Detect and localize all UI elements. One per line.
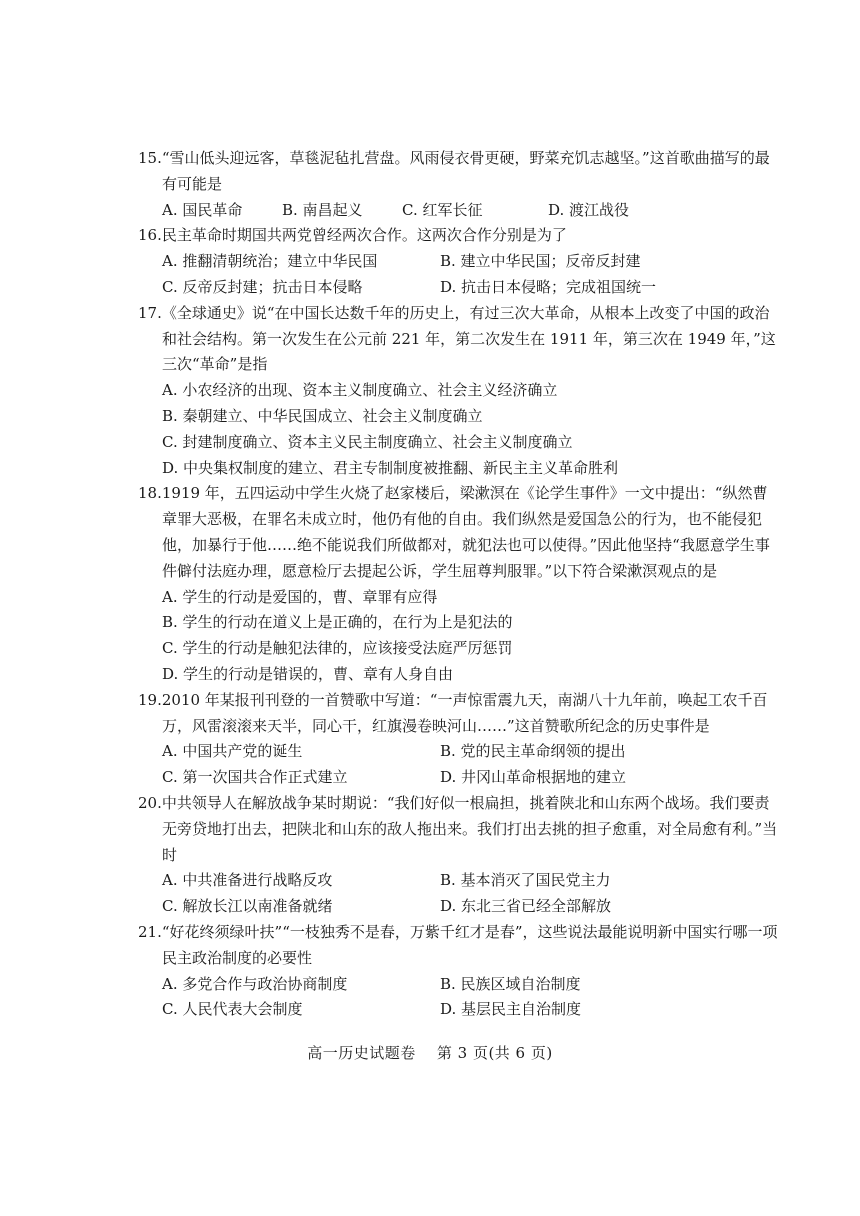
options-row: [138, 765, 780, 791]
option-c: C. 第一次国共合作正式建立: [162, 768, 348, 787]
option-c: C. 红军长征: [402, 200, 483, 219]
question-stem: [138, 223, 780, 249]
question-stem: [138, 688, 780, 740]
option-d: D. 渡江战役: [548, 200, 630, 219]
option-d: D. 东北三省已经全部解放: [440, 897, 612, 916]
question-19: [138, 688, 780, 791]
question-number: 17.: [138, 303, 162, 322]
option-d: D. 井冈山革命根据地的建立: [440, 768, 627, 787]
question-21: [138, 920, 780, 1023]
options-row: [138, 275, 780, 301]
option-b: B. 建立中华民国；反帝反封建: [440, 252, 641, 271]
option-d: D. 学生的行动是错误的，曹、章有人身自由: [162, 664, 454, 683]
question-20: [138, 791, 780, 920]
option-b: B. 民族区域自治制度: [440, 974, 581, 993]
question-stem: [138, 481, 780, 584]
question-number: 16.: [138, 226, 162, 245]
option-c: C. 人民代表大会制度: [162, 1000, 303, 1019]
question-17: [138, 301, 780, 482]
options-row: [138, 868, 780, 894]
option-b: B. 秦朝建立、中华民国成立、社会主义制度确立: [162, 406, 483, 425]
options-row: [138, 249, 780, 275]
option-a: A. 推翻清朝统治；建立中华民国: [162, 252, 378, 271]
question-number: 21.: [138, 922, 162, 941]
question-stem: [138, 146, 780, 198]
question-number: 20.: [138, 793, 162, 812]
page-footer: [0, 1042, 860, 1063]
options-row: [138, 198, 780, 224]
option-a: A. 中共准备进行战略反攻: [162, 871, 333, 890]
option-a: A. 中国共产党的诞生: [162, 742, 303, 761]
question-text: 1919 年，五四运动中学生火烧了赵家楼后，梁漱溟在《论学生事件》一文中提出：“纵然曹章罪大恶极，在罪名未成立时，他仍有他的自由。我们纵然是爱国急公的行为，也不能侵犯他，加暴行于他……绝不能说我们所做都对，就犯法也可以使得。”因此他坚持“我愿意学生事件僻付法庭办理，愿意检厅去提起公诉，学生屈尊判服罪。”以下符合梁漱溟观点的是: [161, 484, 770, 580]
question-text: “雪山低头迎远客，草毯泥毡扎营盘。风雨侵衣骨更硬，野菜充饥志越坚。”这首歌曲描写的最有可能是: [161, 149, 770, 193]
option-d: D. 基层民主自治制度: [440, 1000, 582, 1019]
option-b: B. 党的民主革命纲领的提出: [440, 742, 626, 761]
option-b: B. 南昌起义: [282, 200, 363, 219]
option-c: C. 反帝反封建；抗击日本侵略: [162, 277, 363, 296]
question-text: 中共领导人在解放战争某时期说：“我们好似一根扁担，挑着陕北和山东两个战场。我们要责无旁贷地打出去，把陕北和山东的敌人拖出来。我们打出去挑的担子愈重，对全局愈有利。”当时: [161, 793, 778, 864]
option-c: C. 封建制度确立、资本主义民主制度确立、社会主义制度确立: [162, 432, 573, 451]
question-16: [138, 223, 780, 300]
option-a: A. 学生的行动是爱国的，曹、章罪有应得: [162, 587, 438, 606]
options-row: [138, 739, 780, 765]
option-c: C. 解放长江以南准备就绪: [162, 897, 333, 916]
option-b: B. 学生的行动在道义上是正确的，在行为上是犯法的: [162, 613, 513, 632]
question-text: 2010 年某报刊刊登的一首赞歌中写道：“一声惊雷震九天，南湖八十九年前，唤起工农千百万，风雷滚滚来天半，同心干，红旗漫卷映河山……”这首赞歌所纪念的历史事件是: [161, 690, 768, 735]
question-text: 民主革命时期国共两党曾经两次合作。这两次合作分别是为了: [161, 226, 567, 245]
question-number: 15.: [138, 149, 162, 167]
exam-title: 高一历史试题卷: [307, 1044, 416, 1062]
option-a: A. 多党合作与政治协商制度: [162, 974, 348, 993]
question-text: “好花终须绿叶扶”“一枝独秀不是春，万紫千红才是春”，这些说法最能说明新中国实行哪一项民主政治制度的必要性: [161, 922, 778, 967]
options-row: [138, 894, 780, 920]
option-d: D. 中央集权制度的建立、君主专制制度被推翻、新民主主义革命胜利: [162, 458, 619, 477]
question-number: 18.: [138, 484, 162, 503]
options-row: [138, 972, 780, 998]
option-d: D. 抗击日本侵略；完成祖国统一: [440, 277, 657, 296]
question-text: 《全球通史》说“在中国长达数千年的历史上，有过三次大革命，从根本上改变了中国的政治和社会结构。第一次发生在公元前 221 年，第二次发生在 1911 年，第三次在 1949 年，”这三次“革命”是指: [161, 303, 776, 374]
question-stem: [138, 791, 780, 868]
question-15: [138, 146, 780, 223]
option-a: A. 国民革命: [162, 200, 243, 219]
question-list: [138, 146, 780, 1023]
question-stem: [138, 301, 780, 378]
option-b: B. 基本消灭了国民党主力: [440, 871, 611, 890]
options-row: [138, 997, 780, 1023]
option-a: A. 小农经济的出现、资本主义制度确立、社会主义经济确立: [162, 381, 558, 400]
question-stem: [138, 920, 780, 972]
question-18: [138, 481, 780, 687]
question-number: 19.: [138, 690, 162, 709]
page-number: 第 3 页(共 6 页): [436, 1044, 553, 1062]
option-c: C. 学生的行动是触犯法律的，应该接受法庭严厉惩罚: [162, 639, 513, 658]
